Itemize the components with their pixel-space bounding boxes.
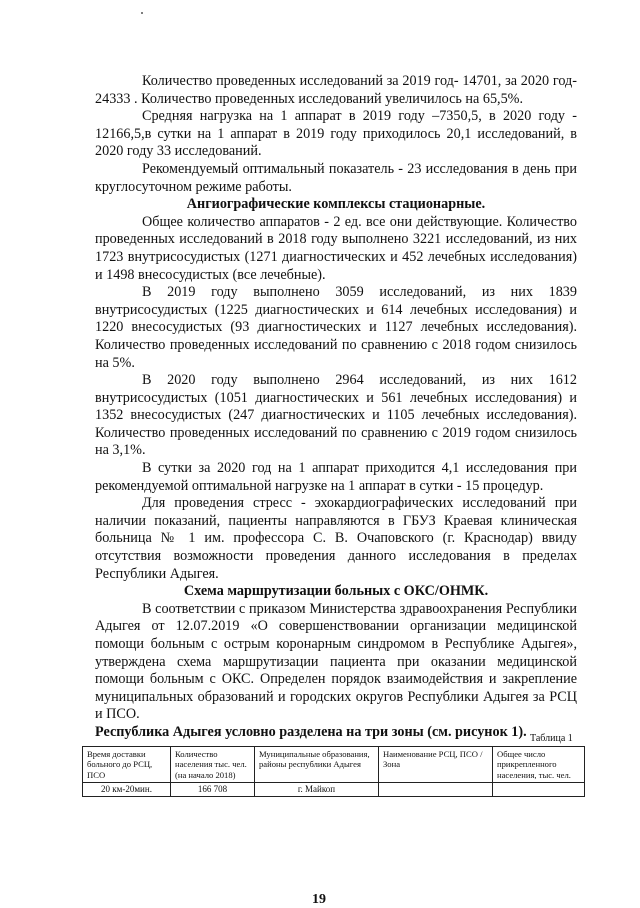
paragraph: Общее количество аппаратов - 2 ед. все они действующие. Количество проведенных исследований в 2018 году выполнено 3221 исследований, из них 1723 внутрисосудистых (1271 диагностических и 452 лечебных исследования) и 1498 внесосудистых (все лечебные). <box>95 213 577 283</box>
paragraph: В 2020 году выполнено 2964 исследований, из них 1612 внутрисосудистых (1051 диагностических и 561 лечебных исследования) и 1352 внесосудистых (247 диагностических и 1105 лечебных исследования). Количество проведенных исследований по сравнению с 2019 годом снизилось на 3,1%. <box>95 372 577 459</box>
table-header-cell: Наименование РСЦ, ПСО / Зона <box>379 747 493 783</box>
table-cell: 20 км-20мин. <box>83 783 171 796</box>
paragraph: В сутки за 2020 год на 1 аппарат приходится 4,1 исследования при рекомендуемой оптимальной нагрузке на 1 аппарат в сутки - 15 процедур. <box>95 460 577 494</box>
table-header-cell: Муниципальные образования, районы республики Адыгея <box>255 747 379 783</box>
body-text <box>95 73 577 742</box>
paragraph: Количество проведенных исследований за 2019 год- 14701, за 2020 год- 24333 . Количество проведенных исследований увеличилось на 65,5%. <box>95 73 577 107</box>
table-cell: 166 708 <box>171 783 255 796</box>
table-caption: Таблица 1 <box>530 733 573 744</box>
table-header-cell: Количество населения тыс. чел. (на начало 2018) <box>171 747 255 783</box>
bold-statement: Республика Адыгея условно разделена на три зоны (см. рисунок 1). <box>95 723 527 740</box>
paragraph: Для проведения стресс - эхокардиографических исследований при наличии показаний, пациенты направляются в ГБУЗ Краевая клиническая больница № 1 им. профессора С. В. Очаповского (г. Краснодар) ввиду отсутствия возможности проведения данного исследования в пределах Республики Адыгея. <box>95 495 577 582</box>
section-heading: Ангиографические комплексы стационарные. <box>186 196 486 213</box>
paragraph: В 2019 году выполнено 3059 исследований, из них 1839 внутрисосудистых (1225 диагностических и 614 лечебных исследования) и 1220 внесосудистых (93 диагностических и 1127 лечебных исследования). Количество проведенных исследований по сравнению с 2018 годом снизилось на 5%. <box>95 284 577 371</box>
table-header-cell: Время доставки больного до РСЦ, ПСО <box>83 747 171 783</box>
scan-speck <box>141 12 143 14</box>
table-header-row <box>83 747 585 783</box>
table-cell <box>493 783 585 796</box>
routing-table <box>82 746 585 797</box>
table-header-cell: Общее число прикрепленного населения, тыс. чел. <box>493 747 585 783</box>
table-cell <box>379 783 493 796</box>
page-number: 19 <box>312 892 326 907</box>
paragraph: В соответствии с приказом Министерства здравоохранения Республики Адыгея от 12.07.2019 «О совершенствовании организации медицинской помощи больным с острым коронарным синдромом в Республике Адыгея», утверждена схема маршрутизации пациента при оказании медицинской помощи больным с ОКС. Определен порядок взаимодействия и закрепление муниципальных образований и городских округов Республики Адыгея за РСЦ и ПСО. <box>95 600 577 723</box>
section-heading: Схема маршрутизации больных с ОКС/ОНМК. <box>183 583 489 600</box>
paragraph: Средняя нагрузка на 1 аппарат в 2019 году –7350,5, в 2020 году - 12166,5,в сутки на 1 аппарат в 2019 году приходилось 20,1 исследований, в 2020 году 33 исследований. <box>95 108 577 160</box>
table-cell: г. Майкоп <box>255 783 379 796</box>
paragraph: Рекомендуемый оптимальный показатель - 23 исследования в день при круглосуточном режиме работы. <box>95 160 577 195</box>
table-row <box>83 783 585 796</box>
